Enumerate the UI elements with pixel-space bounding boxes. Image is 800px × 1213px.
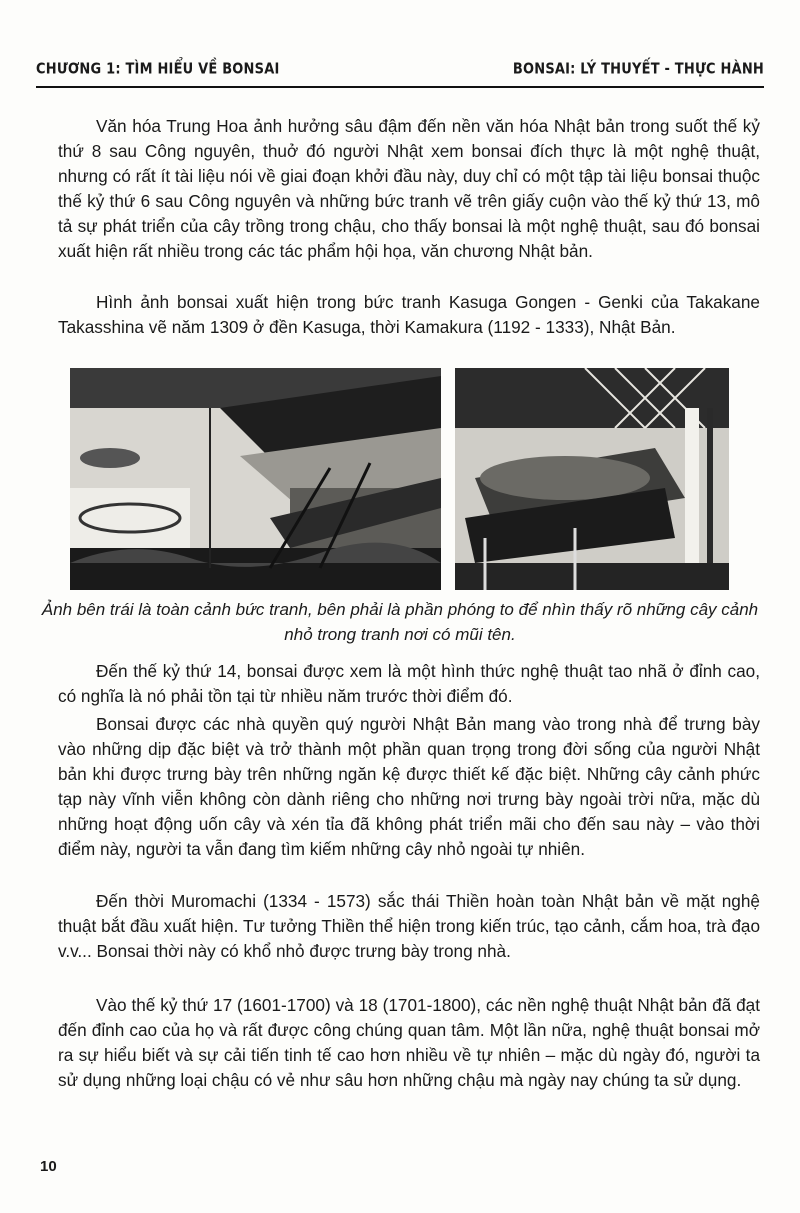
paragraph-3: Đến thế kỷ thứ 14, bonsai được xem là một hình thức nghệ thuật tao nhã ở đỉnh cao, có nghĩa là nó phải tồn tại từ nhiều năm trước thời điểm đó. — [58, 661, 760, 706]
running-header — [36, 61, 764, 78]
painting-detail-image — [455, 368, 729, 590]
paragraph-4: Bonsai được các nhà quyền quý người Nhật Bản mang vào trong nhà để trưng bày vào những dịp đặc biệt và trở thành một phần quan trọng trong đời sống của người Nhật bản khi được trưng bày trên những ngăn kệ được thiết kế đặc biệt. Những cây cảnh phức tạp này vĩnh viễn không còn dành riêng cho những nơi trưng bày ngoài trời nữa, mặc dù những hoạt động uốn cây và xén tỉa đã không phát triển mãi cho đến sau này – vào thời điểm này, người ta vẫn đang tìm kiếm những cây nhỏ ngoài tự nhiên. — [58, 714, 760, 859]
paragraph-5: Đến thời Muromachi (1334 - 1573) sắc thái Thiền hoàn toàn Nhật bản về mặt nghệ thuật bắt đầu xuất hiện. Tư tưởng Thiền thể hiện trong kiến trúc, tạo cảnh, cắm hoa, trà đạo v.v... Bonsai thời này có khổ nhỏ được trưng bày trong nhà. — [58, 891, 760, 961]
paragraph-1: Văn hóa Trung Hoa ảnh hưởng sâu đậm đến nền văn hóa Nhật bản trong suốt thế kỷ thứ 8 sau Công nguyên, thuở đó người Nhật xem bonsai đích thực là một nghệ thuật, nhưng có rất ít tài liệu nói về giai đoạn khởi đầu này, duy chỉ có một tập tài liệu bonsai thuộc thế kỷ thứ 6 sau Công nguyên và những bức tranh vẽ trên giấy cuộn vào thế kỷ thứ 13, mô tả sự phát triển của cây trồng trong chậu, cho thấy bonsai là một nghệ thuật, sau đó bonsai xuất hiện rất nhiều trong các tác phẩm hội họa, văn chương Nhật bản. — [58, 116, 760, 261]
header-book-title: BONSAI: LÝ THUYẾT - THỰC HÀNH — [512, 60, 764, 79]
figure-images — [70, 368, 730, 590]
paragraph-2: Hình ảnh bonsai xuất hiện trong bức tranh Kasuga Gongen - Genki của Takakane Takasshina vẽ năm 1309 ở đền Kasuga, thời Kamakura (1192 - 1333), Nhật Bản. — [58, 292, 760, 337]
page-number: 10 — [40, 1158, 57, 1175]
paragraph-6: Vào thế kỷ thứ 17 (1601-1700) và 18 (1701-1800), các nền nghệ thuật Nhật bản đã đạt đến đỉnh cao của họ và rất được công chúng quan tâm. Một lần nữa, nghệ thuật bonsai mở ra sự hiểu biết và sự cải tiến tinh tế cao hơn nhiều về tự nhiên – mặc dù ngày đó, người ta sử dụng những loại chậu có vẻ như sâu hơn những chậu mà ngày nay chúng ta sử dụng. — [58, 995, 760, 1090]
painting-overview-image — [70, 368, 441, 590]
header-chapter-title: CHƯƠNG 1: TÌM HIỂU VỀ BONSAI — [36, 60, 280, 79]
header-divider — [36, 86, 764, 88]
figure-caption: Ảnh bên trái là toàn cảnh bức tranh, bên phải là phần phóng to để nhìn thấy rõ những cây cảnh nhỏ trong tranh nơi có mũi tên. — [41, 600, 759, 644]
